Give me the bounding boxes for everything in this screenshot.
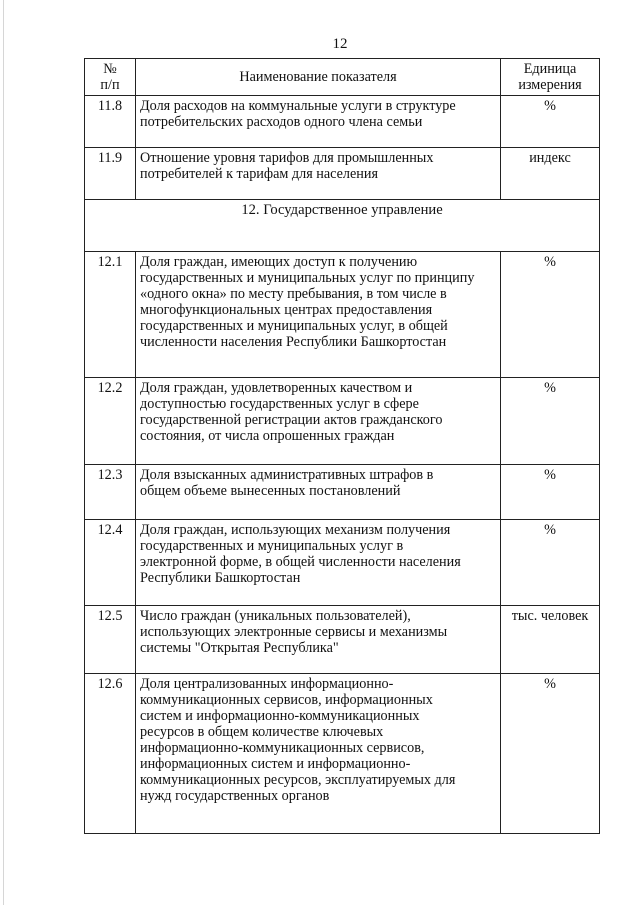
indicator-name-line: системы "Открытая Республика" [140,640,339,656]
row-number: 11.8 [85,96,136,148]
header-unit [501,59,600,96]
section-heading-group [85,200,600,252]
row-number: 11.9 [85,148,136,200]
indicator-name-line: Отношение уровня тарифов для промышленных [140,150,434,166]
row-number: 12.3 [85,465,136,520]
indicator-name [136,378,501,465]
indicator-name-line: электронной форме, в общей численности населения [140,554,461,570]
unit-of-measure: % [501,520,600,606]
section-title: 12. Государственное управление [85,200,600,252]
unit-of-measure: % [501,252,600,378]
page-number: 12 [332,36,348,52]
table-row [85,148,600,200]
header-number-line-1: № [103,61,117,77]
indicator-name-line: информационных систем и информационно- [140,756,411,772]
scan-edge-line [3,0,4,905]
table-row [85,96,600,148]
table-row [85,378,600,465]
indicator-name-line: коммуникационных сервисов, информационных [140,692,433,708]
indicator-name-line: доступностью государственных услуг в сфере [140,396,419,412]
indicator-name [136,148,501,200]
indicator-name-line: систем и информационно-коммуникационных [140,708,420,724]
header-indicator-name: Наименование показателя [136,59,501,96]
indicator-name [136,520,501,606]
row-number: 12.5 [85,606,136,674]
header-unit-line-1: Единица [523,61,577,77]
row-number: 12.1 [85,252,136,378]
section-row [85,200,600,252]
row-number: 12.4 [85,520,136,606]
table-header-row [85,59,600,96]
header-number [85,59,136,96]
indicator-name-line: общем объеме вынесенных постановлений [140,483,401,499]
indicator-name [136,674,501,834]
row-number: 12.2 [85,378,136,465]
indicator-name-line: Число граждан (уникальных пользователей), [140,608,411,624]
indicator-name [136,465,501,520]
indicator-name-line: ресурсов в общем количестве ключевых [140,724,384,740]
table-row [85,252,600,378]
indicator-name-line: Доля централизованных информационно- [140,676,394,692]
indicator-name [136,96,501,148]
table-row [85,606,600,674]
indicator-name-line: Доля граждан, имеющих доступ к получению [140,254,418,270]
row-number: 12.6 [85,674,136,834]
indicator-name-line: потребителей к тарифам для населения [140,166,379,182]
indicator-name-line: Доля расходов на коммунальные услуги в структуре [140,98,456,114]
table-row [85,465,600,520]
indicator-name-line: информационно-коммуникационных сервисов, [140,740,425,756]
indicator-name-line: состояния, от числа опрошенных граждан [140,428,395,444]
indicator-name-line: Республики Башкортостан [140,570,301,586]
indicator-name-line: государственных и муниципальных услуг, в общей [140,318,448,334]
table-row [85,520,600,606]
indicator-name-line: государственных и муниципальных услуг по принципу [140,270,475,286]
indicator-name [136,606,501,674]
indicator-name-line: государственной регистрации актов гражданского [140,412,443,428]
unit-of-measure: % [501,96,600,148]
unit-of-measure: индекс [501,148,600,200]
indicator-name-line: потребительских расходов одного члена семьи [140,114,423,130]
indicator-name-line: «одного окна» по месту пребывания, в том числе в [140,286,447,302]
indicator-name-line: многофункциональных центрах предоставления [140,302,433,318]
header-unit-line-2: измерения [518,77,582,93]
rows-section-11 [85,96,600,200]
indicators-table [84,58,600,834]
indicator-name-line: государственных и муниципальных услуг в [140,538,404,554]
unit-of-measure: % [501,465,600,520]
indicator-name-line: Доля граждан, удовлетворенных качеством и [140,380,413,396]
table-row [85,674,600,834]
header-number-line-2: п/п [100,77,120,93]
indicator-name-line: численности населения Республики Башкортостан [140,334,447,350]
rows-section-12 [85,252,600,834]
indicator-name [136,252,501,378]
unit-of-measure: % [501,674,600,834]
indicator-name-line: нужд государственных органов [140,788,330,804]
indicator-name-line: коммуникационных ресурсов, эксплуатируемых для [140,772,456,788]
indicator-name-line: Доля взысканных административных штрафов в [140,467,434,483]
unit-of-measure: % [501,378,600,465]
indicator-name-line: использующих электронные сервисы и механизмы [140,624,448,640]
indicator-name-line: Доля граждан, использующих механизм получения [140,522,451,538]
unit-of-measure: тыс. человек [501,606,600,674]
